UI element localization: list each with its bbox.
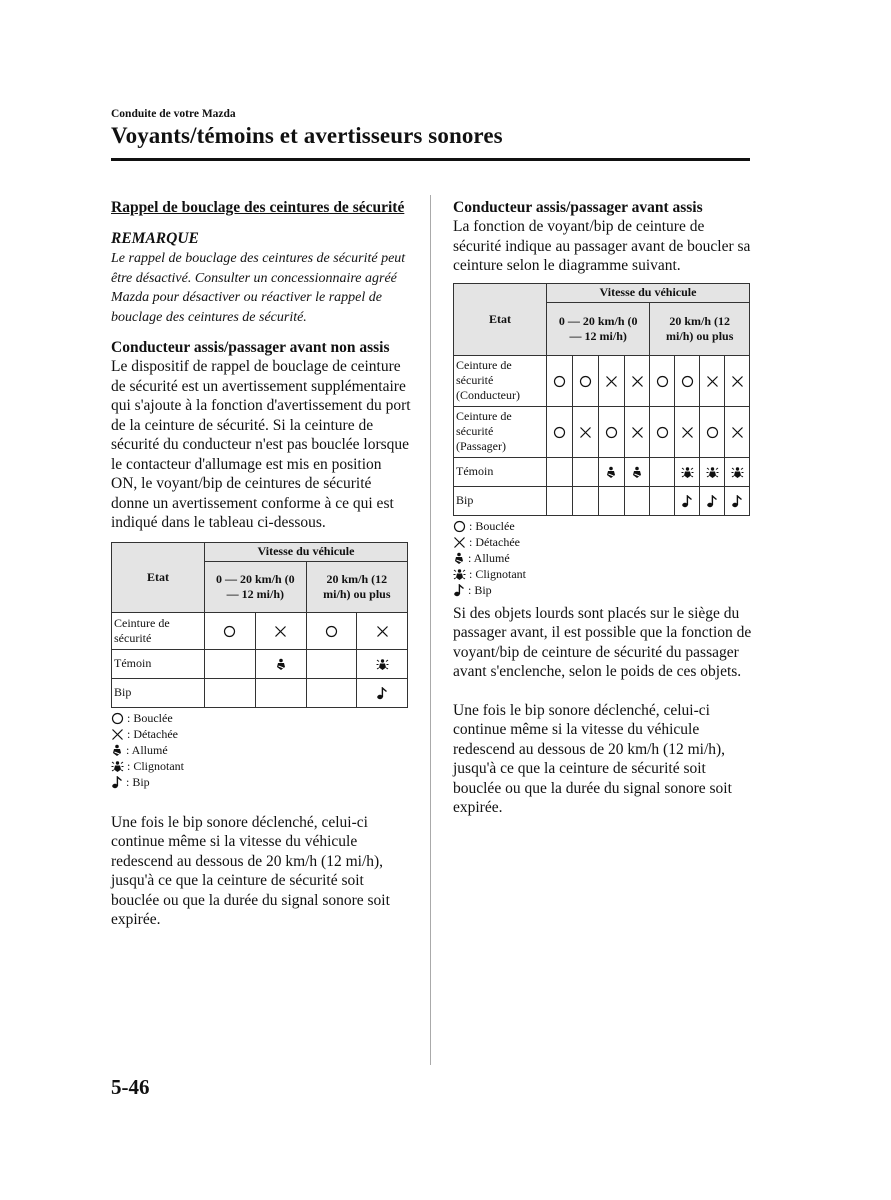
empty-cell <box>572 457 598 486</box>
beep-note-icon <box>706 493 718 507</box>
page-title: Voyants/témoins et avertisseurs sonores <box>111 123 503 148</box>
seatbelt-blink-icon <box>453 566 466 582</box>
etat-header: Etat <box>112 542 205 612</box>
warning-table-passenger <box>453 283 750 516</box>
legend-label: : Allumé <box>468 550 510 565</box>
empty-cell <box>255 678 306 707</box>
beep-cell <box>675 486 700 515</box>
legend-item-blink <box>111 758 411 774</box>
empty-cell <box>547 457 573 486</box>
paragraph-seated: La fonction de voyant/bip de ceinture de sécurité indique au passager avant de boucler sa ceinture selon le diagramme suivant. <box>453 218 751 274</box>
circle-cell <box>650 355 675 406</box>
circle-icon <box>453 518 466 534</box>
legend-item-circle <box>111 710 411 726</box>
beep-cell <box>700 486 725 515</box>
circle-icon <box>325 623 338 637</box>
blink-cell <box>725 457 750 486</box>
speed-range-high: 20 km/h (12 mi/h) ou plus <box>306 561 407 612</box>
speed-header: Vitesse du véhicule <box>547 283 750 302</box>
row-label: Ceinture de sécurité <box>112 612 205 649</box>
row-label: Bip <box>454 486 547 515</box>
empty-cell <box>572 486 598 515</box>
title-rule <box>111 158 750 161</box>
circle-icon <box>605 424 618 438</box>
legend-item-beep <box>453 582 753 598</box>
cross-icon <box>376 623 389 637</box>
seatbelt-lit-icon <box>111 742 123 758</box>
circle-icon <box>579 373 592 387</box>
circle-cell <box>547 355 573 406</box>
legend-item-blink <box>453 566 753 582</box>
legend-item-circle <box>453 518 753 534</box>
seatbelt-blink-icon <box>706 464 719 478</box>
circle-icon <box>223 623 236 637</box>
beep-note-icon <box>681 493 693 507</box>
seatbelt-blink-icon <box>731 464 744 478</box>
cross-icon <box>731 424 744 438</box>
legend-label: : Bip <box>126 774 150 789</box>
row-label: Bip <box>112 678 205 707</box>
lit-cell <box>624 457 650 486</box>
cross-icon <box>605 373 618 387</box>
cross-cell <box>700 355 725 406</box>
circle-icon <box>656 373 669 387</box>
cross-icon <box>631 373 644 387</box>
circle-icon <box>111 710 124 726</box>
cross-icon <box>111 726 124 742</box>
speed-header: Vitesse du véhicule <box>205 542 408 561</box>
closing-paragraph: Une fois le bip sonore déclenché, celui-ci continue même si la vitesse du véhicule redescend au dessous de 20 km/h (12 mi/h), jusqu'à ce que la ceinture de sécurité soit bouclée ou que la durée du signal sonore soit expirée. <box>111 813 390 928</box>
legend-label: : Bip <box>468 582 492 597</box>
circle-icon <box>553 373 566 387</box>
seatbelt-lit-icon <box>275 656 287 670</box>
seatbelt-lit-icon <box>631 464 643 478</box>
empty-cell <box>650 457 675 486</box>
beep-note-icon <box>111 774 123 790</box>
subheading-seated: Conducteur assis/passager avant assis <box>453 199 703 216</box>
table-row <box>112 649 408 678</box>
empty-cell <box>624 486 650 515</box>
row-label: Ceinture de sécurité (Passager) <box>454 406 547 457</box>
etat-header: Etat <box>454 283 547 355</box>
cross-icon <box>453 534 466 550</box>
circle-cell <box>306 612 357 649</box>
cross-icon <box>706 373 719 387</box>
cross-icon <box>681 424 694 438</box>
legend <box>111 710 411 790</box>
paragraph-heavy-objects: Si des objets lourds sont placés sur le siège du passager avant, il est possible que la fonction de voyant/bip de ceinture de sécurité du passager avant s'enclenche, selon le poids de ces objets. <box>453 604 752 680</box>
beep-note-icon <box>453 582 465 598</box>
circle-cell <box>572 355 598 406</box>
column-divider <box>430 195 431 1065</box>
seatbelt-blink-icon <box>111 758 124 774</box>
legend-item-cross <box>453 534 753 550</box>
table-row <box>454 406 750 457</box>
legend-label: : Bouclée <box>127 710 173 725</box>
row-label: Témoin <box>454 457 547 486</box>
right-column <box>453 198 753 818</box>
cross-cell <box>598 355 624 406</box>
blink-cell <box>675 457 700 486</box>
legend-label: : Détachée <box>469 534 520 549</box>
speed-range-low: 0 — 20 km/h (0 — 12 mi/h) <box>547 302 650 355</box>
cross-cell <box>572 406 598 457</box>
legend-item-lit <box>453 550 753 566</box>
circle-icon <box>681 373 694 387</box>
empty-cell <box>205 649 256 678</box>
legend-label: : Détachée <box>127 726 178 741</box>
circle-cell <box>598 406 624 457</box>
beep-cell <box>357 678 408 707</box>
cross-icon <box>579 424 592 438</box>
speed-range-high: 20 km/h (12 mi/h) ou plus <box>650 302 750 355</box>
circle-cell <box>700 406 725 457</box>
circle-icon <box>553 424 566 438</box>
legend-label: : Allumé <box>126 742 168 757</box>
empty-cell <box>650 486 675 515</box>
cross-icon <box>731 373 744 387</box>
blink-cell <box>700 457 725 486</box>
table-row <box>112 678 408 707</box>
seatbelt-lit-icon <box>605 464 617 478</box>
seatbelt-blink-icon <box>681 464 694 478</box>
section-heading: Rappel de bouclage des ceintures de sécurité <box>111 199 405 216</box>
row-label: Témoin <box>112 649 205 678</box>
cross-cell <box>725 355 750 406</box>
seatbelt-blink-icon <box>376 656 389 670</box>
cross-cell <box>675 406 700 457</box>
cross-cell <box>624 355 650 406</box>
empty-cell <box>598 486 624 515</box>
cross-icon <box>274 623 287 637</box>
table-row <box>112 612 408 649</box>
cross-cell <box>624 406 650 457</box>
table-row <box>454 457 750 486</box>
remark-title: REMARQUE <box>111 230 199 247</box>
lit-cell <box>598 457 624 486</box>
circle-cell <box>205 612 256 649</box>
table-row <box>454 486 750 515</box>
empty-cell <box>306 678 357 707</box>
row-label: Ceinture de sécurité (Conducteur) <box>454 355 547 406</box>
empty-cell <box>547 486 573 515</box>
circle-icon <box>656 424 669 438</box>
legend-item-beep <box>111 774 411 790</box>
circle-cell <box>547 406 573 457</box>
warning-table-driver <box>111 542 408 708</box>
beep-note-icon <box>376 685 388 699</box>
section-label: Conduite de votre Mazda <box>111 108 236 120</box>
circle-icon <box>706 424 719 438</box>
page-number: 5-46 <box>111 1075 150 1099</box>
subheading-not-seated: Conducteur assis/passager avant non assis <box>111 339 390 356</box>
left-column <box>111 198 411 930</box>
closing-paragraph: Une fois le bip sonore déclenché, celui-ci continue même si la vitesse du véhicule redescend au dessous de 20 km/h (12 mi/h), jusqu'à ce que la ceinture de sécurité soit bouclée ou que la durée du signal sonore soit expirée. <box>453 701 732 816</box>
legend-label: : Clignotant <box>469 566 526 581</box>
blink-cell <box>357 649 408 678</box>
table-row <box>454 355 750 406</box>
legend-label: : Bouclée <box>469 518 515 533</box>
legend-item-cross <box>111 726 411 742</box>
seatbelt-lit-icon <box>453 550 465 566</box>
cross-cell <box>725 406 750 457</box>
legend-item-lit <box>111 742 411 758</box>
cross-cell <box>357 612 408 649</box>
beep-cell <box>725 486 750 515</box>
beep-note-icon <box>731 493 743 507</box>
legend-label: : Clignotant <box>127 758 184 773</box>
circle-cell <box>675 355 700 406</box>
speed-range-low: 0 — 20 km/h (0 — 12 mi/h) <box>205 561 307 612</box>
remark-text: Le rappel de bouclage des ceintures de sécurité peut être désactivé. Consulter un concessionnaire agréé Mazda pour désactiver ou réactiver le rappel de bouclage des ceintures de sécurité. <box>111 251 406 325</box>
circle-cell <box>650 406 675 457</box>
legend <box>453 518 753 598</box>
empty-cell <box>306 649 357 678</box>
cross-cell <box>255 612 306 649</box>
lit-cell <box>255 649 306 678</box>
empty-cell <box>205 678 256 707</box>
paragraph-not-seated: Le dispositif de rappel de bouclage de ceinture de sécurité est un avertissement supplémentaire qui s'ajoute à la fonction d'avertissement du port de la ceinture de sécurité. Si la ceinture de sécurité du conducteur n'est pas bouclée lorsque le contacteur d'allumage est mis en position ON, le voyant/bip de ceintures de sécurité donne un avertissement conforme à ce qui est indiqué dans le tableau ci-dessous. <box>111 358 411 531</box>
cross-icon <box>631 424 644 438</box>
